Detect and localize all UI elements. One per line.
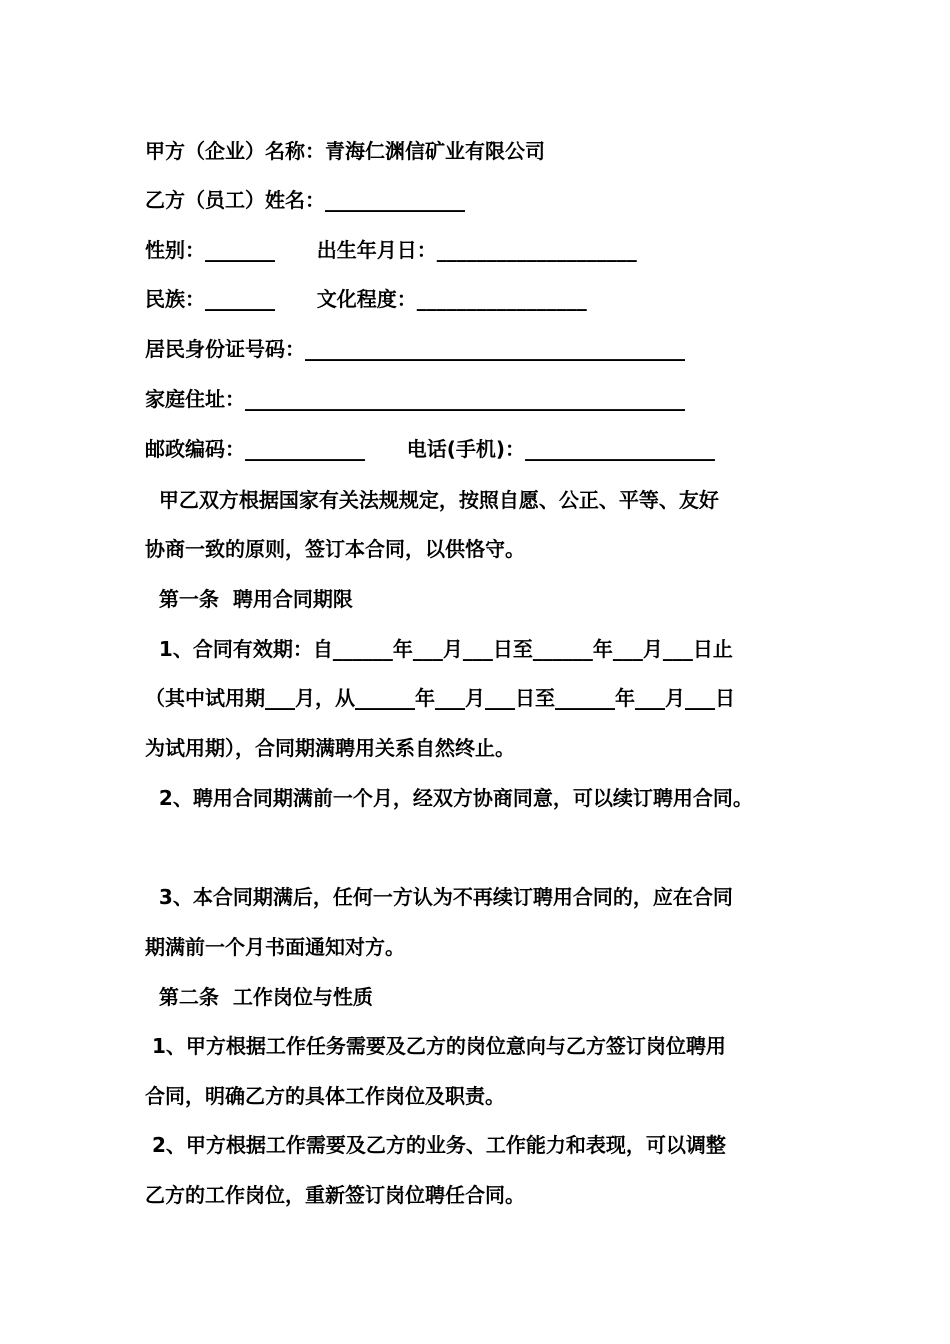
ethnicity-education-row: 民族：_______ 文化程度：_________________ (145, 287, 587, 311)
article-2-clause-2-line-1: 2、甲方根据工作需要及乙方的业务、工作能力和表现，可以调整 (145, 1133, 726, 1157)
id-number-row: 居民身份证号码：______________________________________ (145, 337, 685, 361)
home-address-row: 家庭住址：____________________________________________ (145, 387, 685, 411)
article-1-clause-1-line-3: 为试用期），合同期满聘用关系自然终止。 (145, 736, 515, 760)
preamble-line-2: 协商一致的原则，签订本合同，以供恪守。 (145, 537, 525, 561)
article-1-clause-2: 2、聘用合同期满前一个月，经双方协商同意，可以续订聘用合同。 (145, 786, 753, 810)
preamble-line-1: 甲乙双方根据国家有关法规规定，按照自愿、公正、平等、友好 (145, 488, 719, 512)
article-2-heading: 第二条 工作岗位与性质 (145, 985, 373, 1009)
party-a-name: 甲方（企业）名称：青海仁渊信矿业有限公司 (145, 139, 545, 163)
article-1-clause-1-line-1: 1、合同有效期：自______年___月___日至______年___月___日止 (145, 637, 733, 661)
article-1-clause-3-line-1: 3、本合同期满后，任何一方认为不再续订聘用合同的，应在合同 (145, 885, 733, 909)
article-2-clause-2-line-2: 乙方的工作岗位，重新签订岗位聘任合同。 (145, 1183, 525, 1207)
postcode-phone-row: 邮政编码：____________ 电话(手机)：___________________ (145, 437, 716, 461)
article-1-clause-1-line-2: （其中试用期___月，从______年___月___日至______年___月___日 (145, 686, 735, 710)
article-2-clause-1-line-1: 1、甲方根据工作任务需要及乙方的岗位意向与乙方签订岗位聘用 (145, 1034, 726, 1058)
article-2-clause-1-line-2: 合同，明确乙方的具体工作岗位及职责。 (145, 1084, 505, 1108)
gender-birthdate-row: 性别：_______ 出生年月日：____________________ (145, 238, 637, 262)
article-1-clause-3-line-2: 期满前一个月书面通知对方。 (145, 935, 405, 959)
article-1-heading: 第一条 聘用合同期限 (145, 587, 353, 611)
party-b-name: 乙方（员工）姓名：______________ (145, 188, 465, 212)
